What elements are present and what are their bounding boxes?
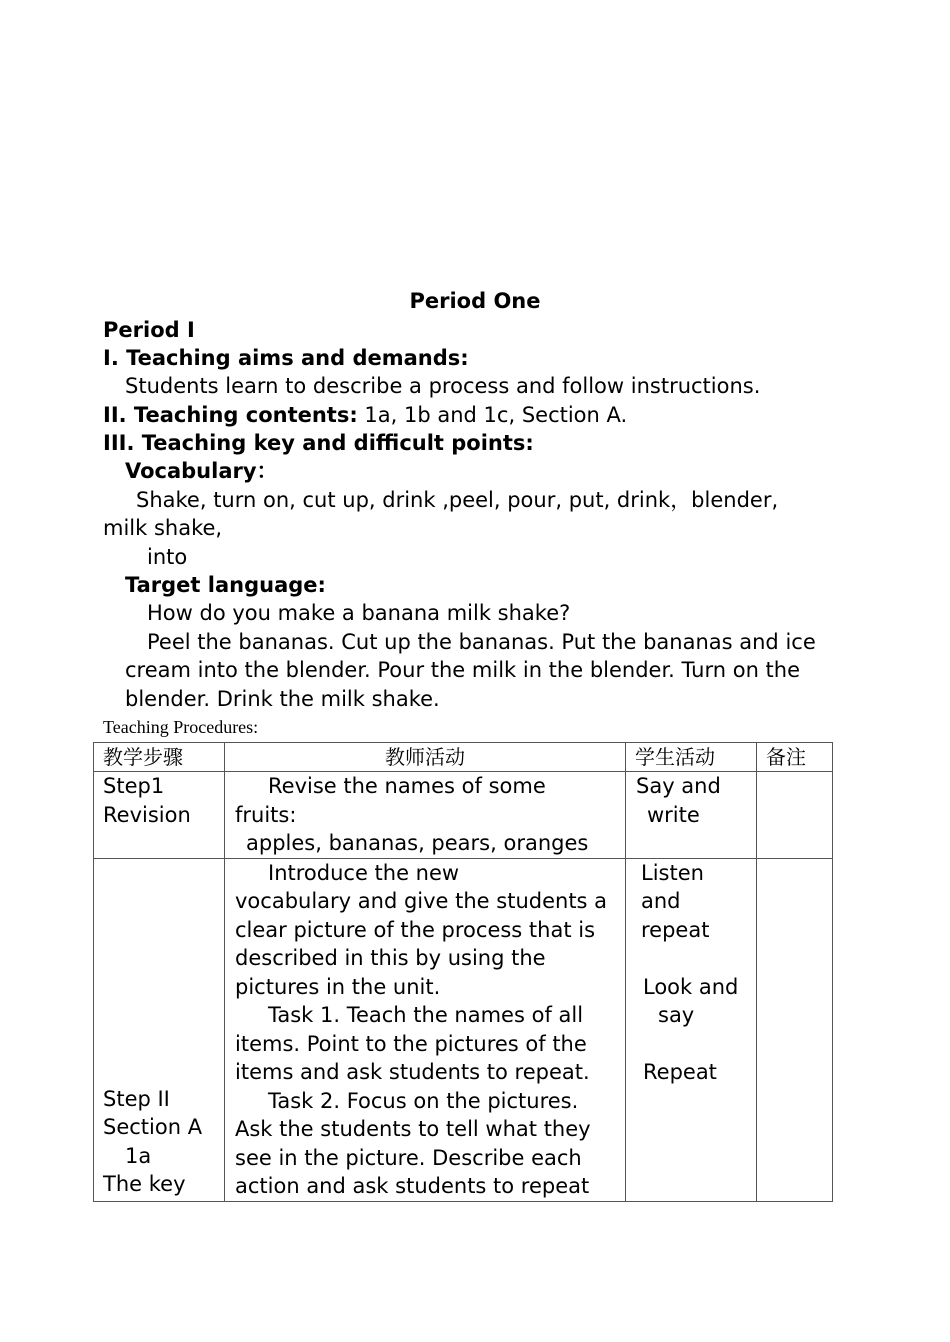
step-text: Step1 bbox=[103, 774, 165, 798]
row2-step bbox=[94, 858, 225, 1201]
row1-teacher bbox=[225, 772, 626, 859]
contents-text: 1a, 1b and 1c, Section A. bbox=[357, 403, 628, 427]
teacher-text: Task 2. Focus on the pictures. bbox=[268, 1088, 579, 1113]
target-line: cream into the blender. Pour the milk in the blender. Turn on the bbox=[125, 658, 801, 682]
contents-line bbox=[103, 401, 627, 430]
teacher-text: Introduce the new bbox=[268, 860, 460, 885]
aims-heading: I. Teaching aims and demands: bbox=[103, 346, 469, 370]
procedures-table bbox=[93, 742, 833, 1202]
teacher-text: items and ask students to repeat. bbox=[235, 1060, 590, 1084]
aims-text: Students learn to describe a process and follow instructions. bbox=[125, 374, 761, 398]
teacher-text: vocabulary and give the students a bbox=[235, 889, 608, 913]
target-line: Peel the bananas. Cut up the bananas. Put the bananas and ice bbox=[147, 630, 816, 654]
teacher-text: Ask the students to tell what they bbox=[235, 1117, 591, 1141]
target-heading: Target language: bbox=[125, 573, 326, 597]
student-text: Look and bbox=[643, 974, 739, 999]
vocab-heading: Vocabulary： bbox=[125, 459, 278, 483]
table-header-row bbox=[94, 743, 833, 772]
document-title: Period One bbox=[409, 289, 541, 313]
teacher-text: Revise the names of some bbox=[268, 774, 546, 798]
header-note: 备注 bbox=[757, 743, 833, 772]
teacher-text: fruits: bbox=[235, 802, 297, 827]
teacher-text: pictures in the unit. bbox=[235, 974, 441, 999]
step-text: 1a bbox=[125, 1143, 152, 1168]
step-text: The key bbox=[103, 1172, 186, 1196]
table-row bbox=[94, 858, 833, 1201]
row2-teacher bbox=[225, 858, 626, 1201]
header-step: 教学步骤 bbox=[94, 743, 225, 772]
vocab-line: milk shake, bbox=[103, 516, 223, 540]
target-line: blender. Drink the milk shake. bbox=[125, 687, 440, 711]
header-teacher: 教师活动 bbox=[225, 743, 626, 772]
step-text: Revision bbox=[103, 802, 191, 827]
student-text: Listen bbox=[641, 860, 704, 885]
teacher-text: clear picture of the process that is bbox=[235, 917, 596, 942]
row1-step bbox=[94, 772, 225, 859]
row1-student bbox=[626, 772, 757, 859]
table-row bbox=[94, 772, 833, 859]
teacher-text: items. Point to the pictures of the bbox=[235, 1031, 587, 1056]
teacher-text: apples, bananas, pears, oranges bbox=[246, 831, 589, 855]
student-text: say bbox=[658, 1003, 695, 1027]
student-text: Say and bbox=[636, 774, 721, 798]
teacher-text: Task 1. Teach the names of all bbox=[268, 1003, 584, 1027]
period-label: Period I bbox=[103, 318, 195, 342]
student-text: and bbox=[641, 889, 681, 913]
header-student: 学生活动 bbox=[626, 743, 757, 772]
keypoints-heading: III. Teaching key and difficult points: bbox=[103, 431, 534, 455]
row2-student bbox=[626, 858, 757, 1201]
spacer bbox=[626, 944, 756, 973]
student-text: Repeat bbox=[643, 1060, 717, 1084]
vocab-line: into bbox=[147, 545, 188, 569]
target-line: How do you make a banana milk shake? bbox=[147, 601, 571, 625]
contents-heading: II. Teaching contents: bbox=[103, 403, 358, 427]
step-text: Section A bbox=[103, 1115, 203, 1139]
student-text: write bbox=[647, 802, 700, 827]
step-text: Step II bbox=[103, 1086, 170, 1111]
spacer bbox=[626, 1030, 756, 1059]
row2-note bbox=[757, 858, 833, 1201]
teacher-text: described in this by using the bbox=[235, 946, 546, 970]
teacher-text: see in the picture. Describe each bbox=[235, 1145, 582, 1170]
teacher-text: action and ask students to repeat bbox=[235, 1174, 590, 1198]
procedures-label: Teaching Procedures: bbox=[103, 717, 259, 737]
vocab-line: Shake, turn on, cut up, drink ,peel, pour, put, drink，blender, bbox=[136, 488, 779, 512]
student-text: repeat bbox=[641, 917, 710, 942]
row1-note bbox=[757, 772, 833, 859]
